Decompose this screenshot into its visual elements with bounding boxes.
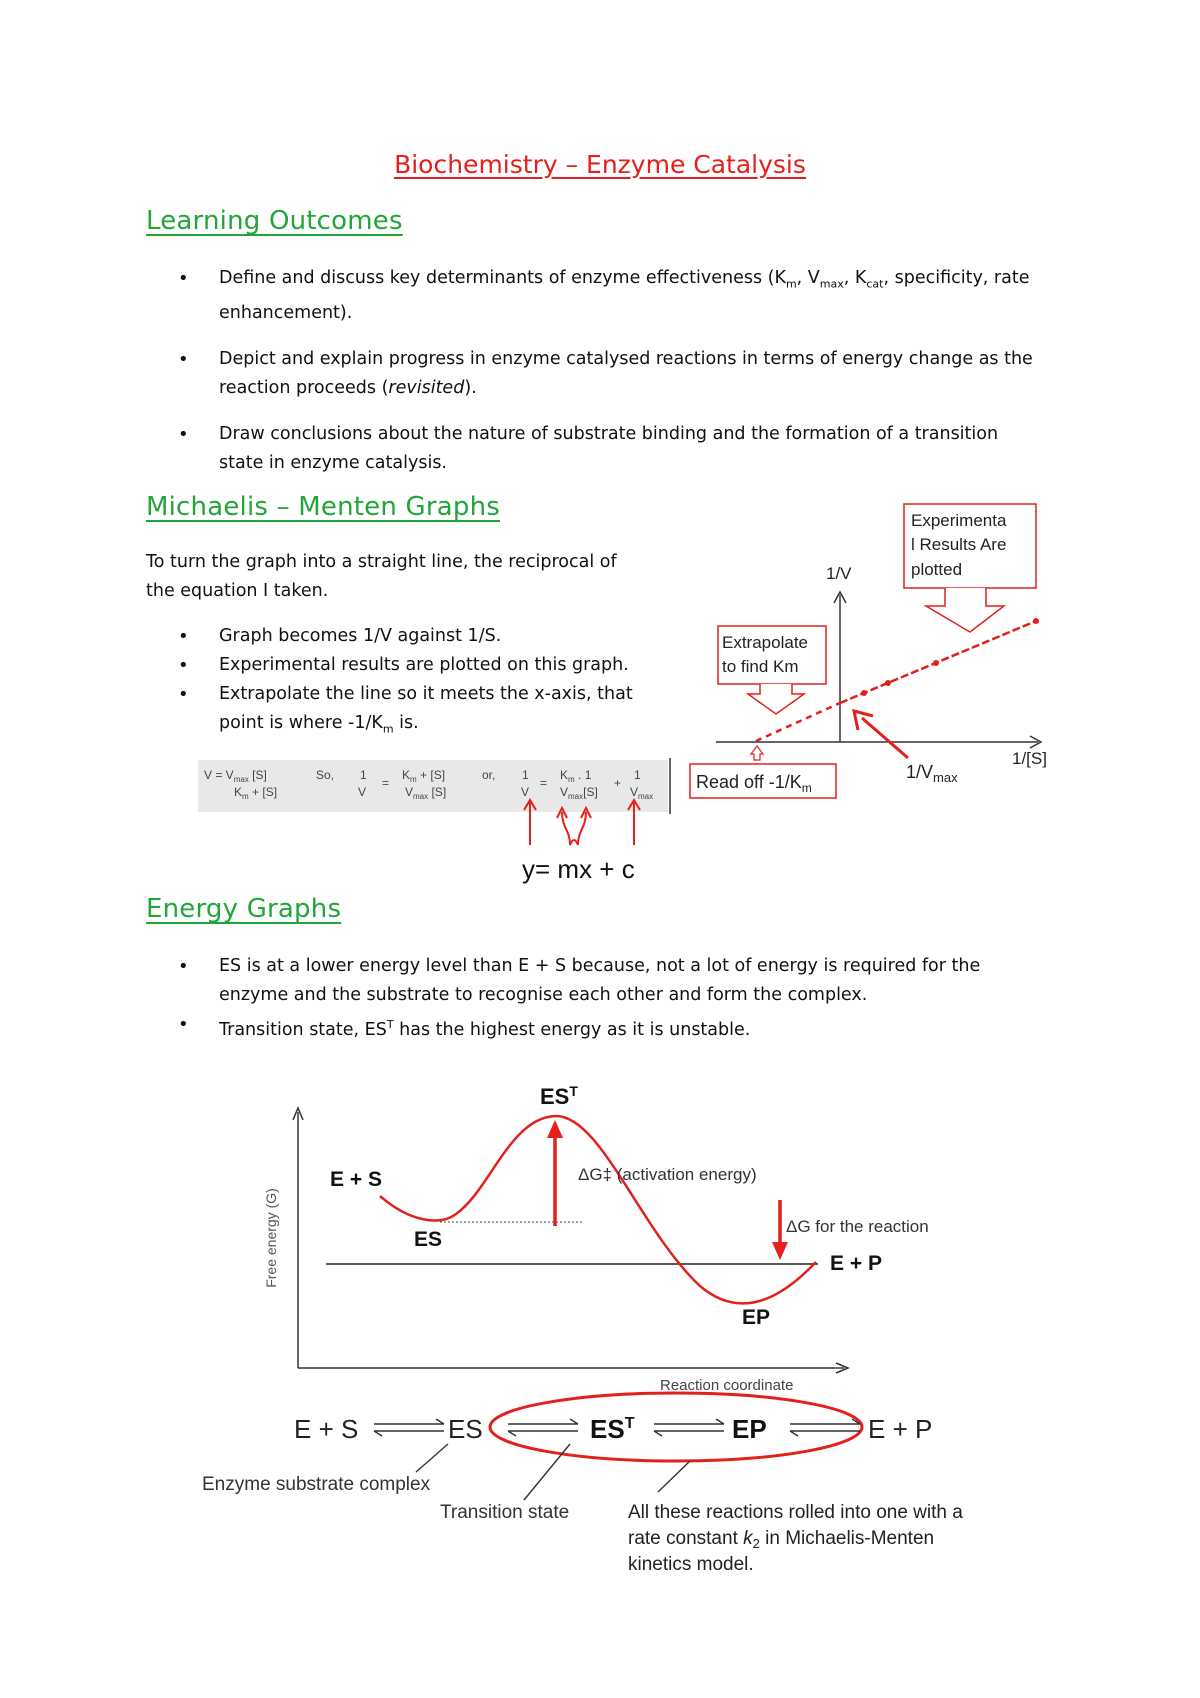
- outcome-text: state in enzyme catalysis.: [219, 452, 447, 473]
- equation-term: 1: [522, 768, 529, 782]
- equation-plus: +: [614, 776, 622, 790]
- read-off-sub: m: [801, 781, 812, 795]
- svg-text:Read off -1/Km: [696, 772, 812, 795]
- energy-diagram: [263, 1083, 929, 1394]
- bullet-sup: T: [386, 1018, 394, 1031]
- vmax-arrow: [862, 718, 908, 758]
- equation-term: K: [402, 768, 411, 782]
- equation-sub: max: [233, 775, 249, 784]
- outcome-text: , V: [796, 268, 820, 288]
- equation-equals: =: [540, 776, 548, 790]
- list-item: [146, 1010, 1046, 1045]
- data-point: [1033, 618, 1039, 624]
- label-complex: Enzyme substrate complex: [202, 1474, 431, 1495]
- equation-term: + [S]: [248, 785, 278, 799]
- reaction-scheme: [202, 1393, 963, 1575]
- scheme-species: ES: [448, 1414, 483, 1444]
- outcome-sub: cat: [866, 277, 884, 291]
- bullet-text: has the highest energy as it is unstable.: [393, 1019, 751, 1040]
- data-point: [861, 690, 867, 696]
- energy-heading: Energy Graphs: [146, 894, 342, 924]
- svg-text:Km + [S]: [402, 768, 445, 784]
- equation-term: [S]: [583, 785, 598, 799]
- svg-text:EST: [540, 1083, 578, 1109]
- label-transition: Transition state: [440, 1502, 570, 1523]
- label-rolled: in Michaelis-Menten: [759, 1528, 935, 1549]
- equation-term: [S]: [428, 785, 447, 799]
- scheme-species: ES: [590, 1414, 625, 1444]
- delta-g-arrowhead: [772, 1242, 788, 1260]
- read-off-arrow: [751, 746, 763, 760]
- data-point: [885, 680, 891, 686]
- equation-term: V = V: [204, 768, 234, 782]
- equation-term: K: [234, 785, 243, 799]
- read-off-text: Read off -1/K: [696, 772, 802, 792]
- bullet-text: point is where -1/K: [219, 713, 383, 733]
- outcome-text: Define and discuss key determinants of enzyme effectiveness (K: [219, 268, 786, 288]
- outcome-sub: m: [785, 277, 797, 291]
- bullet-text: enzyme and the substrate to recognise each other and form the complex.: [219, 985, 868, 1005]
- list-item: [146, 952, 1046, 1010]
- energy-x-axis-label: Reaction coordinate: [660, 1377, 794, 1394]
- callout-text: Extrapolate: [722, 633, 808, 652]
- y-axis-label: 1/V: [826, 564, 852, 583]
- bullet-text: Experimental results are plotted on this graph.: [219, 655, 629, 675]
- equation-term: + [S]: [416, 768, 446, 782]
- intro-text: To turn the graph into a straight line, the reciprocal of: [146, 552, 617, 572]
- callout-text: to find Km: [722, 657, 799, 676]
- equilibrium-arrow: [654, 1419, 724, 1436]
- data-point: [933, 660, 939, 666]
- vmax-sub: max: [933, 770, 958, 785]
- e-s-label: E + S: [330, 1168, 382, 1191]
- bullet-text: Extrapolate the line so it meets the x-axis, that: [219, 684, 633, 704]
- ep-label: EP: [742, 1306, 771, 1329]
- page-title: Biochemistry – Enzyme Catalysis: [394, 150, 806, 179]
- learning-outcomes-heading: Learning Outcomes: [146, 206, 403, 236]
- energy-bullets: [146, 952, 1046, 1045]
- outcome-text: Draw conclusions about the nature of substrate binding and the formation of a transition: [219, 423, 999, 444]
- energy-y-axis-label: Free energy (G): [263, 1188, 279, 1288]
- equation-term: 1: [360, 768, 367, 782]
- equation-strip: [198, 758, 670, 884]
- activation-label: ΔG‡ (activation energy): [578, 1165, 757, 1184]
- activation-arrowhead: [547, 1120, 563, 1138]
- es-t-label: ES: [540, 1084, 570, 1109]
- delta-g-label: ΔG for the reaction: [786, 1217, 929, 1236]
- outcome-text: reaction proceeds (: [219, 377, 389, 398]
- callout-text: l Results Are: [911, 535, 1007, 554]
- equilibrium-arrow: [374, 1419, 444, 1436]
- outcome-text: Depict and explain progress in enzyme catalysed reactions in terms of energy change as the: [219, 348, 1033, 369]
- outcome-text: , specificity, rate: [883, 268, 1030, 288]
- linear-form-label: y= mx + c: [522, 854, 635, 884]
- outcome-text: ).: [464, 377, 477, 398]
- outcome-text: , K: [843, 268, 867, 288]
- outcome-sub: max: [819, 277, 844, 291]
- label-rolled: All these reactions rolled into one with a: [628, 1502, 963, 1523]
- lineweaver-burk-plot: [690, 504, 1047, 798]
- label-rolled: rate constant: [628, 1528, 744, 1549]
- scheme-species: E + S: [294, 1414, 359, 1444]
- bullet-text: Graph becomes 1/V against 1/S.: [219, 626, 502, 646]
- svg-text:Km . 1: [560, 768, 592, 784]
- equation-term: . 1: [574, 768, 592, 782]
- equation-sub: max: [568, 792, 584, 801]
- equation-sub: max: [413, 792, 429, 801]
- label-rolled: kinetics model.: [628, 1554, 754, 1575]
- equation-term: V: [630, 785, 639, 799]
- scheme-species: EP: [732, 1414, 767, 1444]
- vmax-label: 1/V: [906, 762, 934, 782]
- bullet-text: is.: [393, 713, 419, 733]
- equation-sub: m: [410, 775, 417, 784]
- label-rolled-k: k: [743, 1528, 753, 1549]
- es-t-sup: T: [569, 1083, 578, 1099]
- svg-text:1/Vmax: [906, 762, 958, 785]
- equilibrium-arrow: [790, 1419, 860, 1436]
- callout-text: plotted: [911, 560, 963, 579]
- equation-term: V: [560, 785, 569, 799]
- svg-text:rate constant k2 in Michaelis-: [628, 1528, 934, 1551]
- scheme-species: E + P: [868, 1414, 933, 1444]
- svg-text:EST: [590, 1414, 635, 1444]
- label-rolled-sub: 2: [752, 1536, 760, 1551]
- x-axis-label: 1/[S]: [1012, 749, 1047, 768]
- pointer-complex: [416, 1444, 448, 1472]
- equilibrium-arrow: [508, 1419, 578, 1436]
- equation-term: [S]: [248, 768, 267, 782]
- equation-or: or,: [482, 768, 496, 782]
- results-callout-arrow: [926, 588, 1004, 632]
- extrapolate-callout-arrow: [748, 684, 804, 714]
- energy-curve: [380, 1116, 816, 1303]
- es-label: ES: [414, 1228, 443, 1251]
- equation-term: V: [521, 785, 530, 799]
- equation-term: V: [358, 785, 367, 799]
- bullet-text: Transition state, ES: [219, 1019, 387, 1040]
- e-p-label: E + P: [830, 1252, 882, 1275]
- equation-so: So,: [316, 768, 335, 782]
- michaelis-heading: Michaelis – Menten Graphs: [146, 492, 501, 522]
- callout-text: Experimenta: [911, 511, 1007, 530]
- svg-text:Km + [S]: [234, 785, 277, 801]
- equation-term: 1: [634, 768, 641, 782]
- equation-term: K: [560, 768, 569, 782]
- rolled-ellipse: [490, 1393, 862, 1461]
- equation-sub: m: [568, 775, 575, 784]
- pointer-rolled: [658, 1461, 690, 1492]
- equation-term: V: [405, 785, 414, 799]
- scheme-sup: T: [624, 1415, 635, 1432]
- outcome-text: enhancement).: [219, 302, 353, 323]
- equation-sub: max: [638, 792, 654, 801]
- bullet-text: ES is at a lower energy level than E + S because, not a lot of energy is required for the: [219, 956, 981, 976]
- bullet-sub: m: [382, 722, 394, 736]
- equation-sub: m: [242, 792, 249, 801]
- outcome-emphasis: revisited: [388, 377, 465, 398]
- intro-text: the equation I taken.: [146, 581, 329, 601]
- equation-equals: =: [382, 776, 390, 790]
